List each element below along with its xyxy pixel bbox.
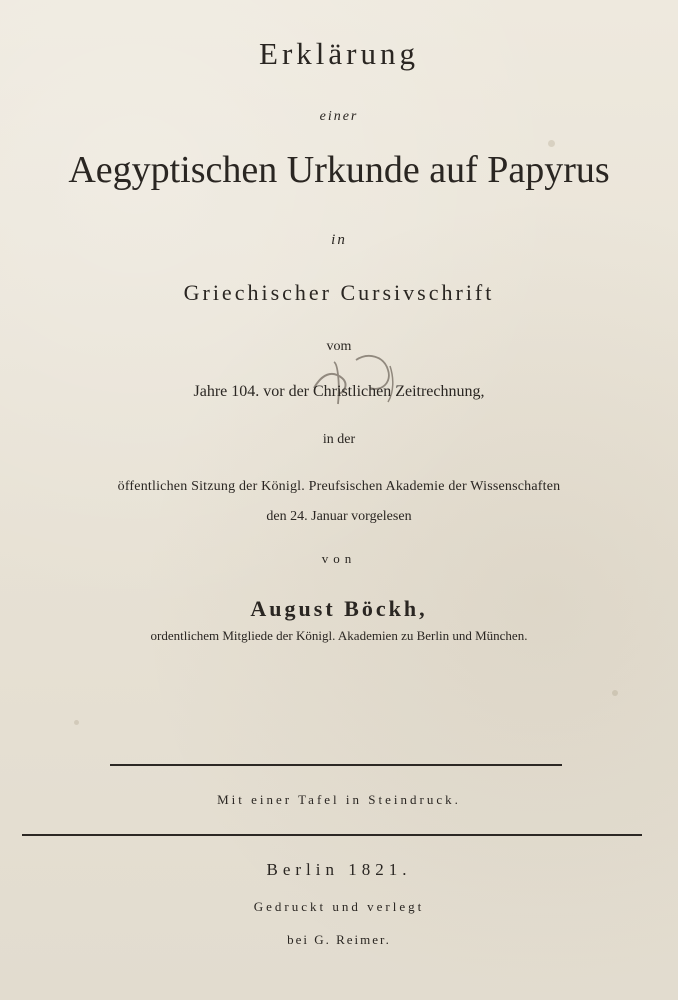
paper-stain [612,690,618,696]
connector-vom: vom [326,339,352,354]
author-membership: ordentlichem Mitgliede der Königl. Akademien zu Berlin und München. [150,628,528,643]
connector-in: in [331,232,347,248]
paper-stain [548,140,555,147]
document-title: Erklärung [259,36,419,71]
document-subtitle: Aegyptischen Urkunde auf Papyrus [68,149,610,191]
year-line: Jahre 104. vor der Christlichen Zeitrechnung, [193,383,485,400]
connector-in-der: in der [322,432,356,447]
date-line: den 24. Januar vorgelesen [266,509,412,524]
connector-einer: einer [319,109,359,124]
author-name: August Böckh, [250,596,428,621]
printer-line: Gedruckt und verlegt [253,899,425,914]
publisher-line: bei G. Reimer. [287,932,391,947]
horizontal-rule [110,764,562,766]
session-line: öffentlichen Sitzung der Königl. Preufsischen Akademie der Wissenschaften [117,479,561,494]
script-line: Griechischer Cursivschrift [183,280,495,305]
plate-note: Mit einer Tafel in Steindruck. [217,792,461,807]
publication-place-year: Berlin 1821. [266,860,412,879]
horizontal-rule [22,834,642,836]
connector-von: von [321,551,357,566]
paper-stain [74,720,79,725]
handwritten-signature-mark [304,344,400,414]
